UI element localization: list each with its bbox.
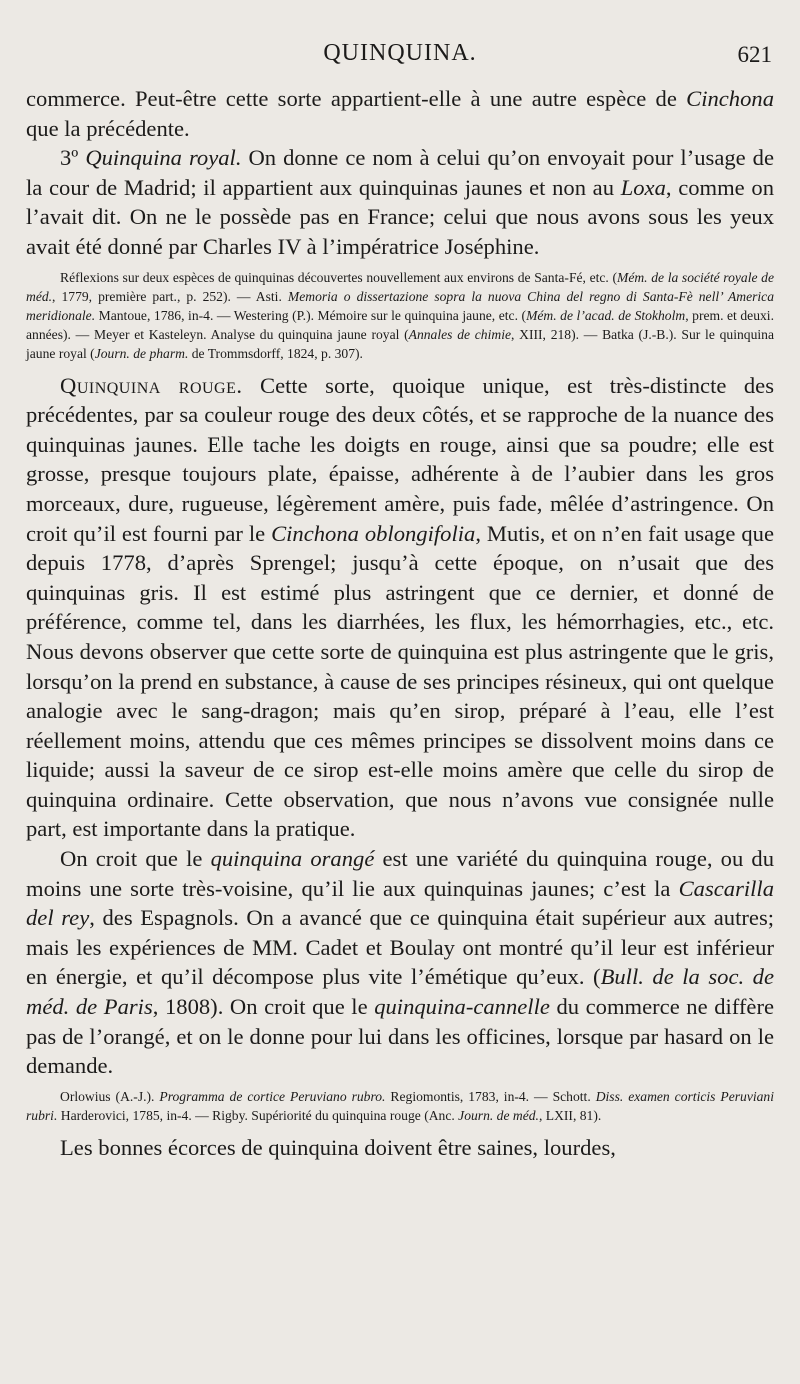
section-heading: Quinquina rouge.: [60, 372, 243, 398]
italic-run: Annales de chimie: [408, 326, 512, 342]
text-run: Les bonnes écorces de quinquina doivent être saines, lourdes,: [60, 1134, 616, 1160]
italic-run: Cinchona: [686, 86, 774, 111]
paragraph-bonnes-ecorces: [26, 1133, 774, 1163]
text-run: Mantoue, 1786, in-4. — Westering (P.). Mémoire sur le quinquina jaune, etc. (: [95, 307, 527, 323]
text-run: , comme on l’avait dit. On ne le possède pas en France; celui que nous avons sous les yeux avait été donné par Charles IV à l’impératrice Joséphine.: [26, 174, 774, 259]
italic-run: Loxa: [620, 174, 666, 200]
text-run: de Trommsdorff, 1824, p. 307).: [188, 345, 363, 361]
paragraph-quinquina-royal: [26, 143, 774, 261]
italic-run: Cascarilla del rey: [26, 875, 774, 931]
page-header: [26, 40, 774, 84]
text-run: , des Espagnols. On a avancé que ce quinquina était supérieur aux autres; mais les expériences de MM. Cadet et Boulay ont montré qu’il leur est inférieur en énergie, et qu’il décompose plus vite l’émétique qu’eux. (: [26, 905, 775, 990]
page-number: 621: [737, 42, 772, 67]
paragraph-continuation: [26, 84, 774, 143]
text-run: Cette sorte, quoique unique, est très-distincte des précédentes, par sa couleur rouge des deux côtés, et se rapproche de la nuance des quinquinas jaunes. Elle tache les doigts en rouge, ainsi que sa poudre; elle est grosse, presque toujours plate, épaisse, adhérente à de l’aubier dans les gros morceaux, dure, rugueuse, légèrement amère, puis fade, mêlée d’astringence. On croit qu’il est fourni par le: [26, 372, 774, 546]
paragraph-quinquina-orange: [26, 844, 774, 1081]
text-run: Orlowius (A.-J.).: [60, 1088, 160, 1104]
text-run: , XIII, 218). — Batka (J.-B.). Sur le quinquina jaune royal (: [26, 326, 774, 361]
italic-run: Diss. examen corticis Peruviani rubri.: [26, 1088, 775, 1123]
text-run: est une variété du quinquina rouge, ou du moins une sorte très-voisine, qu’il lie aux quinquinas jaunes; c’est la: [26, 846, 774, 901]
italic-run: quinquina-cannelle: [374, 994, 550, 1020]
text-run: 3º: [60, 145, 86, 171]
paragraph-quinquina-rouge: [26, 371, 774, 845]
text-run: , Mutis, et on n’en fait usage que depuis 1778, d’après Sprengel; jusqu’à cette époque, on n’usait que des quinquinas gris. Il est estimé plus astringent que ce dernier, et donné de préférence, comme tel, dans les diarrhées, les flux, les hémorrhagies, etc., etc. Nous devons observer que cette sorte de quinquina est plus astringente que le gris, lorsqu’on la prend en substance, à cause de ses principes résineux, qui ont quelque analogie avec le sang-dragon; mais qu’en sirop, préparé à l’eau, elle l’est réellement moins, attendu que ces mêmes principes se dissolvent moins dans ce liquide; aussi la saveur de ce sirop est-elle moins amère que celle du sirop de quinquina ordinaire. Cette observation, que nous n’avons vue consignée nulle part, est importante dans la pratique.: [26, 520, 774, 842]
text-run: , 1808). On croit que le: [152, 994, 375, 1020]
text-run: Réflexions sur deux espèces de quinquinas découvertes nouvellement aux environs de Santa-Fé, etc. (: [60, 269, 617, 285]
text-run: du commerce ne diffère pas de l’orangé, et on le donne pour lui dans les officines, lorsque par hasard on le demande.: [26, 994, 775, 1079]
bibliography-note-2: [26, 1087, 774, 1125]
text-run: On donne ce nom à celui qu’on envoyait pour l’usage de la cour de Madrid; il appartient aux quinquinas jaunes et non au: [26, 145, 774, 200]
text-run: Harderovici, 1785, in-4. — Rigby. Supériorité du quinquina rouge (Anc.: [57, 1107, 459, 1123]
running-title: QUINQUINA.: [323, 40, 477, 66]
italic-run: Cinchona oblongifolia: [271, 520, 476, 546]
italic-run: Programma de cortice Peruviano rubro.: [159, 1088, 386, 1104]
italic-run: Journ. de méd.: [458, 1107, 539, 1123]
bibliography-note-1: [26, 268, 774, 363]
text-run: commerce. Peut-être cette sorte appartient-elle à une autre espèce de: [26, 86, 687, 111]
italic-run: Mém. de la société royale de méd.: [26, 269, 775, 304]
italic-run: Memoria o dissertazione sopra la nuova China del regno di Santa-Fè nell’ America meridionale.: [26, 288, 774, 323]
text-run: Regiomontis, 1783, in-4. — Schott.: [385, 1088, 596, 1104]
italic-run: Quinquina royal.: [85, 145, 242, 171]
italic-run: quinquina orangé: [210, 846, 375, 872]
italic-run: Journ. de pharm.: [94, 345, 189, 361]
text-run: On croit que le: [60, 846, 211, 872]
italic-run: Bull. de la soc. de méd. de Paris: [26, 964, 775, 1020]
text-run: que la précédente.: [26, 115, 190, 141]
text-run: , LXII, 81).: [538, 1107, 602, 1123]
italic-run: Mém. de l’acad. de Stokholm: [526, 307, 686, 323]
text-run: , 1779, première part., p. 252). — Asti.: [52, 288, 288, 304]
text-run: , prem. et deuxi. années). — Meyer et Kasteleyn. Analyse du quinquina jaune royal (: [26, 307, 774, 342]
